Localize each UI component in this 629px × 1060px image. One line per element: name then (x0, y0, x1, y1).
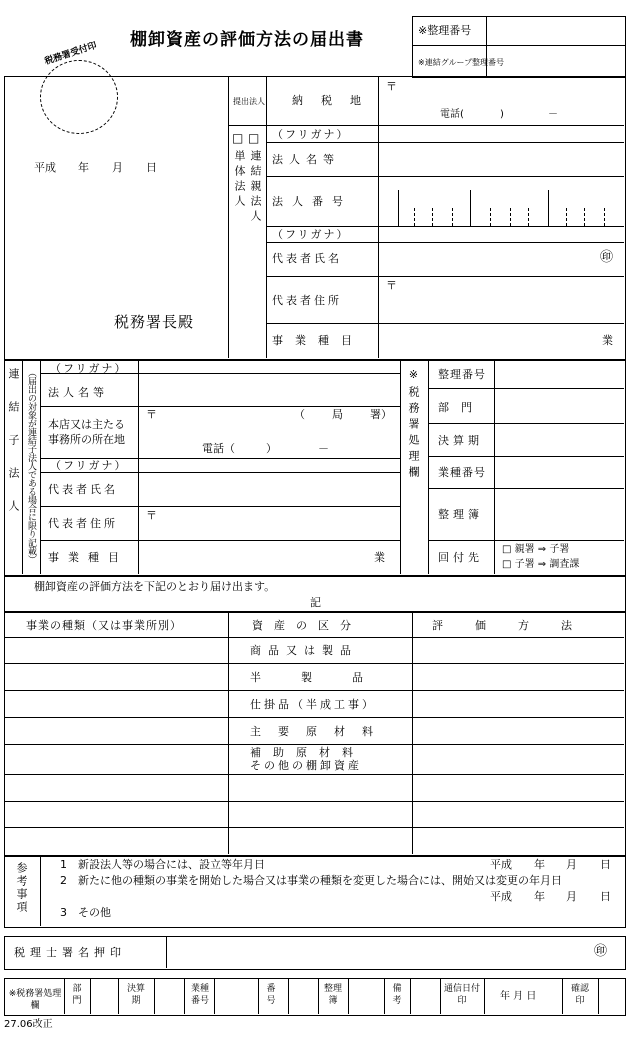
office-addressee: 税務署長殿 (114, 313, 195, 331)
noze-postal: 〒 (386, 80, 397, 93)
ref2-day: 日 (600, 890, 611, 903)
footer-date: 年 月 日 (500, 991, 537, 1002)
method-input-1[interactable] (414, 639, 622, 662)
ki-mark: 記 (310, 596, 321, 609)
group-bangou-input[interactable] (488, 47, 622, 75)
asset-wip: 仕掛品（半成工事） (250, 698, 376, 711)
sub-corp-name-label: 法人名等 (48, 386, 108, 399)
sub-rep-address-input[interactable] (140, 508, 398, 539)
accountant-label: 税理士署名押印 (14, 946, 126, 959)
reference-item2: 2 新たに他の種類の事業を開始した場合又は事業の種類を変更した場合には、開始又は変更の年月日 (60, 874, 562, 887)
sub-rep-name-label: 代表者氏名 (48, 483, 118, 496)
furigana2-label: （フリガナ） (272, 228, 350, 241)
sub-phone-dash: － (318, 442, 329, 455)
col-header-asset: 資産の区分 (252, 619, 362, 632)
method-input-3[interactable] (414, 692, 622, 716)
noze-phone: 電話( (440, 109, 464, 120)
sub-business-input[interactable] (140, 542, 368, 573)
method-input-5[interactable] (414, 746, 622, 773)
office-box-label: ※税務署処理欄 (407, 368, 420, 482)
sub-furigana: （フリガナ） (50, 362, 128, 375)
date-day: 日 (146, 161, 157, 174)
corp-number-input[interactable] (380, 178, 622, 225)
sub-furigana2: （フリガナ） (50, 459, 128, 472)
ref1-day: 日 (600, 858, 611, 871)
ref1-month: 月 (566, 858, 577, 871)
group-bangou-label: ※連結グループ整理番号 (418, 58, 505, 67)
filer-side-label: 提出法人 (233, 97, 265, 106)
ref1-year: 年 (534, 858, 545, 871)
office-row-seiri: 整理番号 (438, 368, 486, 381)
noze-phone-close: ) (500, 109, 504, 120)
sub-business-label: 事業種目 (48, 551, 128, 564)
footer-bango: 番号 (266, 984, 276, 1006)
sub-hq-line1: 本店又は主たる (48, 418, 125, 431)
sub-hq-input[interactable] (140, 420, 398, 440)
office-row-seiribo: 整理簿 (438, 508, 483, 521)
seiri-bangou-input[interactable] (488, 18, 622, 44)
ref2-era: 平成 (490, 890, 512, 903)
route-child-survey[interactable]: □ 子署 ⇒ 調査課 (502, 559, 580, 570)
asset-goods: 商品又は製品 (250, 644, 358, 657)
sub-hq-postal: 〒 (146, 408, 157, 421)
col-header-business: 事業の種類（又は事業所別） (26, 619, 182, 632)
date-era: 平成 (34, 161, 56, 174)
sub-rep-address-label: 代表者住所 (48, 517, 118, 530)
date-month: 月 (112, 161, 123, 174)
noze-phone-dash: － (548, 109, 558, 120)
sub-bureau-close: 署） (370, 408, 392, 421)
asset-aux-material: 補助原材料 (250, 746, 365, 759)
office-row-bumon: 部門 (438, 401, 484, 414)
accountant-input[interactable] (168, 938, 588, 966)
rep-name-label: 代表者氏名 (272, 252, 342, 265)
col-header-method: 評価方法 (432, 619, 604, 632)
office-row-kessan: 決算期 (438, 434, 483, 447)
checkbox-parent[interactable]: □ (248, 131, 260, 145)
seiri-bangou-label: ※整理番号 (418, 24, 472, 37)
footer-seiribo: 整理簿 (323, 984, 342, 1006)
noze-label: 納税地 (292, 94, 379, 107)
noze-input[interactable] (380, 78, 622, 124)
rep-address-input[interactable] (380, 278, 622, 322)
rep-name-input[interactable] (380, 244, 596, 275)
accountant-seal: ㊞ (594, 944, 608, 959)
corp-name-label: 法人名等 (272, 153, 340, 166)
business-type-label: 事業種目 (272, 334, 364, 347)
checkbox-single[interactable]: □ (232, 131, 244, 145)
method-input-2[interactable] (414, 665, 622, 689)
business-suffix: 業 (602, 334, 613, 347)
route-parent-child[interactable]: □ 親署 ⇒ 子署 (502, 544, 570, 555)
footer-kakunin: 確認印 (570, 984, 589, 1006)
footer-bumon: 部門 (72, 984, 82, 1006)
receipt-stamp-label: 税務署受付印 (43, 40, 99, 68)
sub-side-note: （届出の対象が連結子法人である場合に限り記載） (26, 368, 36, 564)
footer-office: ※税務署処理欄 (8, 989, 62, 1011)
revision-note: 27.06改正 (4, 1019, 53, 1030)
date-year: 年 (78, 161, 89, 174)
col-single-label: 単体法人 (233, 150, 246, 210)
rep-seal: ㊞ (600, 250, 614, 265)
rep-postal: 〒 (386, 279, 397, 292)
statement-text: 棚卸資産の評価方法を下記のとおり届け出ます。 (34, 580, 276, 593)
sub-side-label: 連結子法人 (7, 368, 20, 533)
asset-main-material: 主要原材料 (250, 725, 390, 738)
sub-phone: 電話（ (202, 442, 235, 455)
rep-address-label: 代表者住所 (272, 294, 342, 307)
reference-other-input[interactable] (120, 904, 620, 924)
footer-biko: 備考 (392, 984, 402, 1006)
corp-name-input[interactable] (380, 144, 622, 175)
sub-bureau-open: （ (294, 408, 305, 421)
ref1-era: 平成 (490, 858, 512, 871)
method-input-4[interactable] (414, 719, 622, 743)
form-title: 棚卸資産の評価方法の届出書 (130, 30, 364, 50)
business-type-input[interactable] (380, 325, 594, 356)
office-row-kaifu: 回付先 (438, 551, 483, 564)
office-row-gyoshu: 業種番号 (438, 466, 486, 479)
footer-tsushin: 通信日付印 (443, 984, 480, 1006)
sub-hq-line2: 事務所の所在地 (48, 433, 125, 446)
furigana-label: （フリガナ） (272, 128, 350, 141)
sub-business-suffix: 業 (374, 551, 385, 564)
reference-label: 参考事項 (15, 862, 28, 914)
ref2-month: 月 (566, 890, 577, 903)
sub-phone-close: ） (266, 442, 277, 455)
sub-rep-name-input[interactable] (140, 474, 398, 505)
sub-bureau-label: 局 (332, 408, 343, 421)
sub-corp-name-input[interactable] (140, 375, 398, 405)
corp-number-label: 法人番号 (272, 195, 352, 208)
reference-item1: 1 新設法人等の場合には、設立等年月日 (60, 858, 265, 871)
col-parent-label: 連結親法人 (249, 150, 262, 225)
reference-item3: 3 その他 (60, 906, 111, 919)
footer-gyoshu: 業種番号 (190, 984, 209, 1006)
ref2-year: 年 (534, 890, 545, 903)
footer-kessan: 決算期 (126, 984, 145, 1006)
asset-semi: 半製品 (250, 671, 403, 684)
asset-other: その他の棚卸資産 (250, 759, 362, 772)
sub-rep-postal: 〒 (146, 509, 157, 522)
